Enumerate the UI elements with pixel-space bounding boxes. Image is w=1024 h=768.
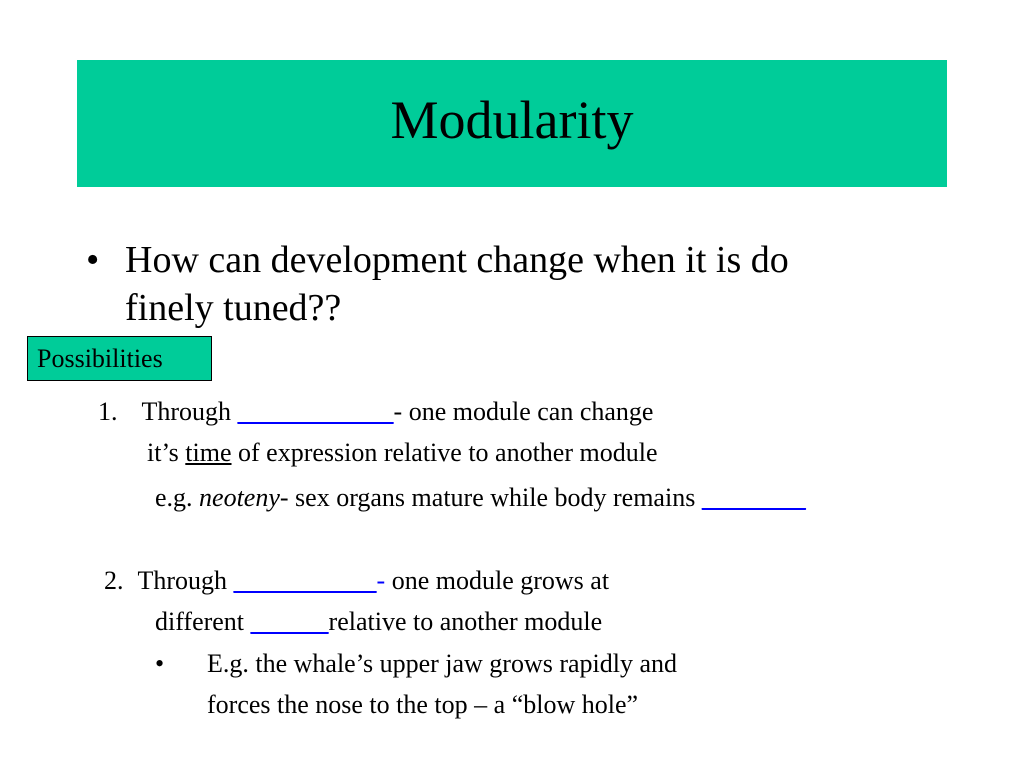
bullet-icon: • xyxy=(86,239,100,281)
item-2-sub-bullet-icon: • xyxy=(155,649,165,678)
item-2-line-2 xyxy=(155,606,602,638)
item-2-sub-line-2: forces the nose to the top – a “blow hole” xyxy=(207,690,639,719)
item-1-eg-text: - sex organs mature while body remains xyxy=(279,483,702,512)
item-2-number: 2. xyxy=(104,566,124,595)
item-2-after: one module grows at xyxy=(385,566,610,595)
item-2-blank: ___________ xyxy=(233,566,377,595)
item-2-line2-start: different xyxy=(155,607,251,636)
item-1-line2-start: it’s xyxy=(147,438,186,467)
item-2-prefix: Through xyxy=(137,566,234,595)
item-1-number: 1. xyxy=(98,397,118,426)
item-1-line-1 xyxy=(98,396,653,428)
item-2-line2-end: relative to another module xyxy=(328,607,603,636)
item-1-blank: ____________ xyxy=(237,397,394,426)
item-1-eg-prefix: e.g. xyxy=(155,483,200,512)
item-1-line2-end: of expression relative to another module xyxy=(231,438,658,467)
item-1-line-2 xyxy=(147,437,658,469)
title-banner xyxy=(77,60,947,187)
item-1-after: - one module can change xyxy=(393,397,654,426)
item-2-dash: - xyxy=(376,566,386,595)
item-1-time-word: time xyxy=(185,438,232,467)
item-2-line2-blank: ______ xyxy=(250,607,329,636)
possibilities-label: Possibilities xyxy=(27,336,212,381)
item-1-prefix: Through xyxy=(141,397,238,426)
main-bullet-line-2: finely tuned?? xyxy=(125,287,342,329)
item-2-sub-line-1: E.g. the whale’s upper jaw grows rapidly and xyxy=(207,649,678,678)
item-1-example xyxy=(155,482,806,514)
item-1-eg-blank: ________ xyxy=(701,483,806,512)
item-2-line-1 xyxy=(104,565,609,597)
main-bullet-line-1: How can development change when it is do xyxy=(125,239,789,281)
main-bullet-text xyxy=(125,236,955,332)
item-1-eg-term: neoteny xyxy=(199,483,280,512)
slide-title: Modularity xyxy=(390,89,634,150)
